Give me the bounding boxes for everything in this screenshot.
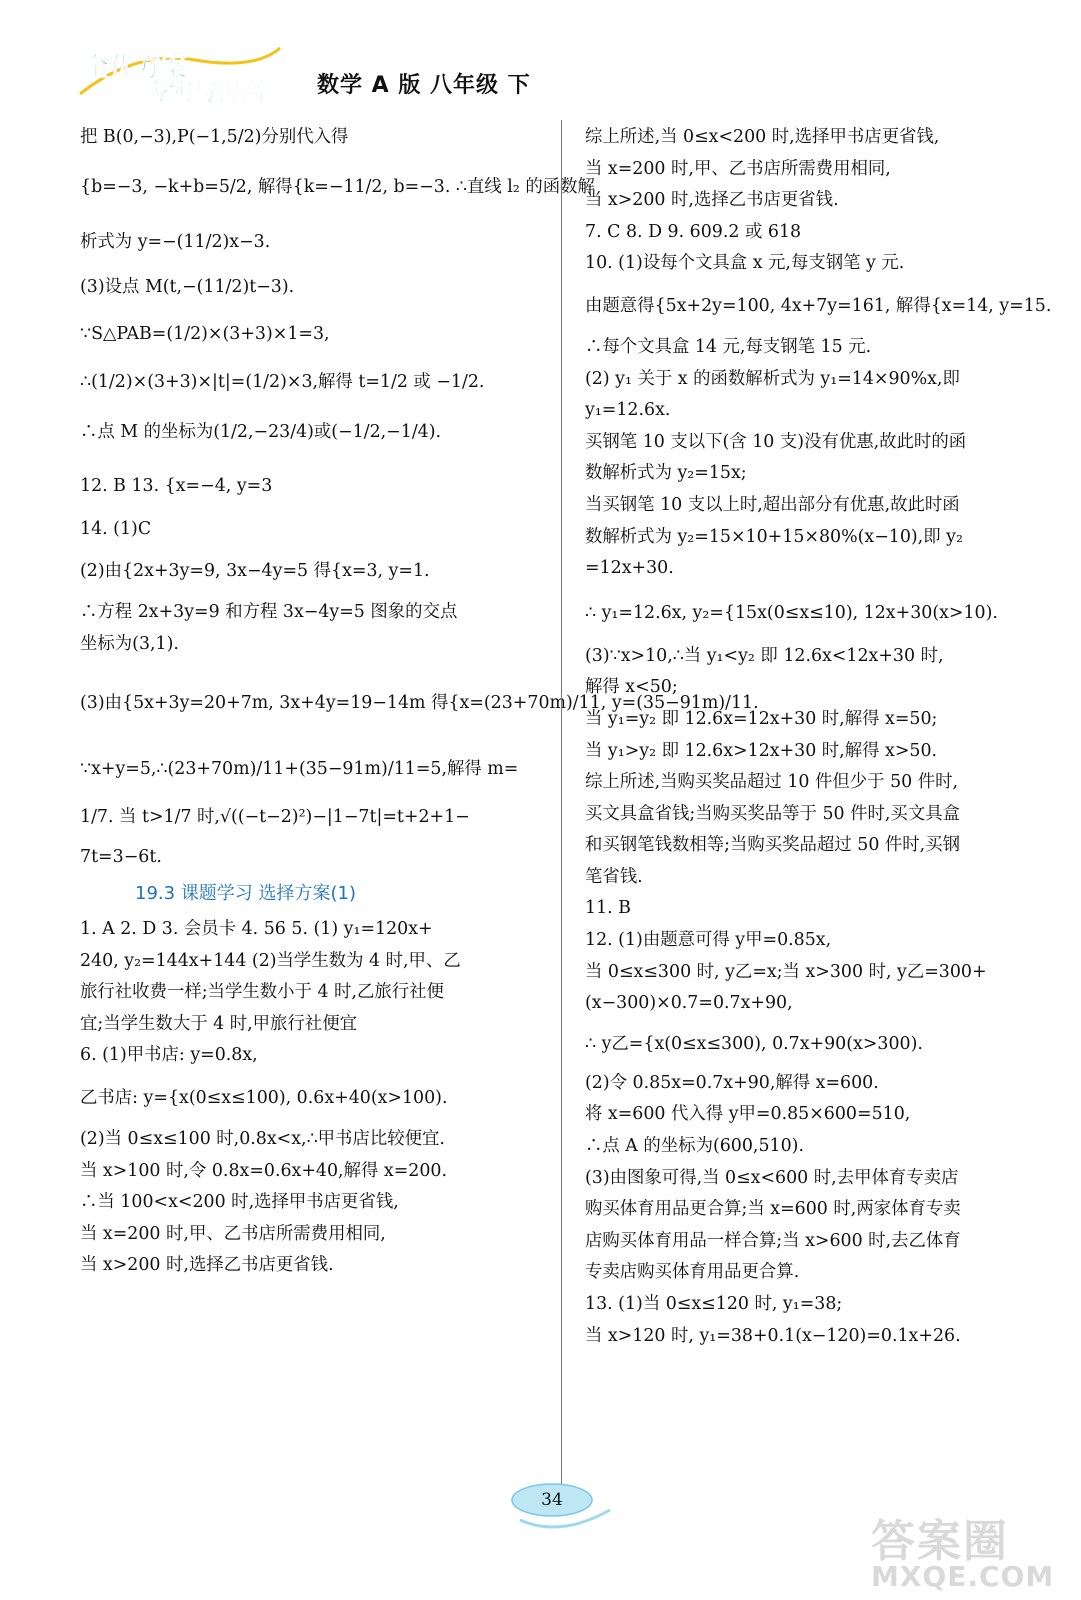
- text-line: ∵S△PAB=(1/2)×(3+3)×1=3,: [80, 323, 330, 344]
- text-line: 数解析式为 y₂=15x;: [585, 463, 747, 484]
- watermark-logo: [871, 1505, 1071, 1595]
- text-line: 12. B 13. {x=−4, y=3: [80, 475, 273, 496]
- text-line: 240, y₂=144x+144 (2)当学生数为 4 时,甲、乙: [80, 950, 461, 971]
- text-line: 1/7. 当 t>1/7 时,√((−t−2)²)−|1−7t|=t+2+1−: [80, 807, 470, 828]
- text-line: 当 x>200 时,选择乙书店更省钱.: [80, 1255, 334, 1276]
- text-line: 当 x>200 时,选择乙书店更省钱.: [585, 190, 839, 211]
- text-line: ∴当 100<x<200 时,选择甲书店更省钱,: [80, 1192, 399, 1213]
- book-title: 数学 A 版 八年级 下: [317, 73, 531, 98]
- text-line: 当 y₁>y₂ 即 12.6x>12x+30 时,解得 x>50.: [585, 740, 938, 761]
- text-line: 购买体育用品更合算;当 x=600 时,两家体育专卖: [585, 1199, 961, 1220]
- text-line: =12x+30.: [585, 558, 674, 579]
- text-line: 笔省钱.: [585, 866, 643, 887]
- text-line: 宜;当学生数大于 4 时,甲旅行社便宜: [80, 1013, 357, 1034]
- text-line: 14. (1)C: [80, 518, 152, 539]
- text-line: 12. (1)由题意可得 y甲=0.85x,: [585, 930, 832, 951]
- text-line: 由题意得{5x+2y=100, 4x+7y=161, 解得{x=14, y=15.: [585, 295, 1052, 316]
- text-line: 当 x>120 时, y₁=38+0.1(x−120)=0.1x+26.: [585, 1325, 961, 1346]
- page-number: 34: [541, 1490, 563, 1510]
- text-line: 把 B(0,−3),P(−1,5/2)分别代入得: [80, 127, 349, 147]
- watermark-line2: MXQE.COM: [871, 1560, 1055, 1593]
- section-heading: 19.3 课题学习 选择方案(1): [135, 882, 357, 904]
- text-line: ∴(1/2)×(3+3)×|t|=(1/2)×3,解得 t=1/2 或 −1/2.: [80, 371, 485, 392]
- text-line: 数解析式为 y₂=15×10+15×80%(x−10),即 y₂: [585, 526, 963, 547]
- text-line: 当 x=200 时,甲、乙书店所需费用相同,: [585, 158, 891, 179]
- text-line: 6. (1)甲书店: y=0.8x,: [80, 1045, 258, 1066]
- text-line: 当 y₁=y₂ 即 12.6x=12x+30 时,解得 x=50;: [585, 708, 938, 729]
- text-line: ∴ y乙={x(0≤x≤300), 0.7x+90(x>300).: [585, 1033, 923, 1054]
- text-line: 旅行社收费一样;当学生数小于 4 时,乙旅行社便: [80, 982, 444, 1003]
- text-line: 7t=3−6t.: [80, 847, 162, 868]
- page-header: [75, 42, 635, 110]
- text-line: 13. (1)当 0≤x≤120 时, y₁=38;: [585, 1294, 843, 1314]
- logo-line2: 夯实与提高: [145, 78, 265, 104]
- text-line: 综上所述,当购买奖品超过 10 件但少于 50 件时,: [585, 772, 959, 793]
- text-line: 将 x=600 代入得 y甲=0.85×600=510,: [585, 1104, 911, 1125]
- text-line: 析式为 y=−(11/2)x−3.: [80, 231, 271, 252]
- text-line: 10. (1)设每个文具盒 x 元,每支钢笔 y 元.: [585, 253, 905, 274]
- text-line: 当买钢笔 10 支以上时,超出部分有优惠,故此时函: [585, 494, 960, 515]
- column-divider: [561, 120, 562, 1500]
- text-line: 解得 x<50;: [585, 677, 678, 698]
- text-line: ∵x+y=5,∴(23+70m)/11+(35−91m)/11=5,解得 m=: [80, 759, 519, 780]
- text-line: 11. B: [585, 898, 631, 919]
- text-line: (3)设点 M(t,−(11/2)t−3).: [80, 276, 295, 297]
- text-line: (2)令 0.85x=0.7x+90,解得 x=600.: [585, 1072, 879, 1093]
- watermark-line1: 答案圈: [871, 1516, 1009, 1567]
- logo-line1: 全优方案: [83, 53, 188, 83]
- text-line: (3)∵x>10,∴当 y₁<y₂ 即 12.6x<12x+30 时,: [585, 645, 944, 666]
- text-line: 当 0≤x≤300 时, y乙=x;当 x>300 时, y乙=300+: [585, 961, 987, 982]
- text-line: (3)由{5x+3y=20+7m, 3x+4y=19−14m 得{x=(23+70m)/11, y=(35−91m)/11.: [80, 693, 759, 714]
- text-line: 7. C 8. D 9. 609.2 或 618: [585, 221, 802, 242]
- text-line: 和买钢笔钱数相等;当购买奖品超过 50 件时,买钢: [585, 835, 960, 856]
- text-line: 1. A 2. D 3. 会员卡 4. 56 5. (1) y₁=120x+: [80, 918, 433, 939]
- text-line: 乙书店: y={x(0≤x≤100), 0.6x+40(x>100).: [80, 1087, 448, 1108]
- text-line: (3)由图象可得,当 0≤x<600 时,去甲体育专卖店: [585, 1167, 959, 1188]
- text-line: ∴点 M 的坐标为(1/2,−23/4)或(−1/2,−1/4).: [80, 421, 442, 442]
- text-line: ∴ y₁=12.6x, y₂={15x(0≤x≤10), 12x+30(x>10).: [585, 602, 998, 623]
- text-line: 买文具盒省钱;当购买奖品等于 50 件时,买文具盒: [585, 803, 960, 824]
- text-line: {b=−3, −k+b=5/2, 解得{k=−11/2, b=−3. ∴直线 l₂ 的函数解: [80, 176, 595, 197]
- text-line: 店购买体育用品一样合算;当 x>600 时,去乙体育: [585, 1230, 961, 1251]
- text-line: y₁=12.6x.: [585, 400, 671, 421]
- text-line: ∴方程 2x+3y=9 和方程 3x−4y=5 图象的交点: [80, 602, 458, 623]
- text-line: 综上所述,当 0≤x<200 时,选择甲书店更省钱,: [585, 127, 940, 147]
- page-footer: [490, 1480, 630, 1540]
- text-line: 当 x>100 时,令 0.8x=0.6x+40,解得 x=200.: [80, 1160, 447, 1181]
- right-column: [585, 122, 1050, 1352]
- text-line: 坐标为(3,1).: [80, 633, 179, 654]
- book-series-logo: [75, 42, 285, 104]
- text-line: (x−300)×0.7=0.7x+90,: [585, 993, 793, 1014]
- text-line: 当 x=200 时,甲、乙书店所需费用相同,: [80, 1223, 386, 1244]
- text-line: (2)由{2x+3y=9, 3x−4y=5 得{x=3, y=1.: [80, 561, 430, 582]
- text-line: 专卖店购买体育用品更合算.: [585, 1262, 800, 1283]
- text-line: (2)当 0≤x≤100 时,0.8x<x,∴甲书店比较便宜.: [80, 1128, 445, 1149]
- text-line: ∴每个文具盒 14 元,每支钢笔 15 元.: [585, 336, 872, 357]
- text-line: ∴点 A 的坐标为(600,510).: [585, 1136, 804, 1157]
- text-line: (2) y₁ 关于 x 的函数解析式为 y₁=14×90%x,即: [585, 368, 960, 389]
- text-line: 买钢笔 10 支以下(含 10 支)没有优惠,故此时的函: [585, 431, 967, 452]
